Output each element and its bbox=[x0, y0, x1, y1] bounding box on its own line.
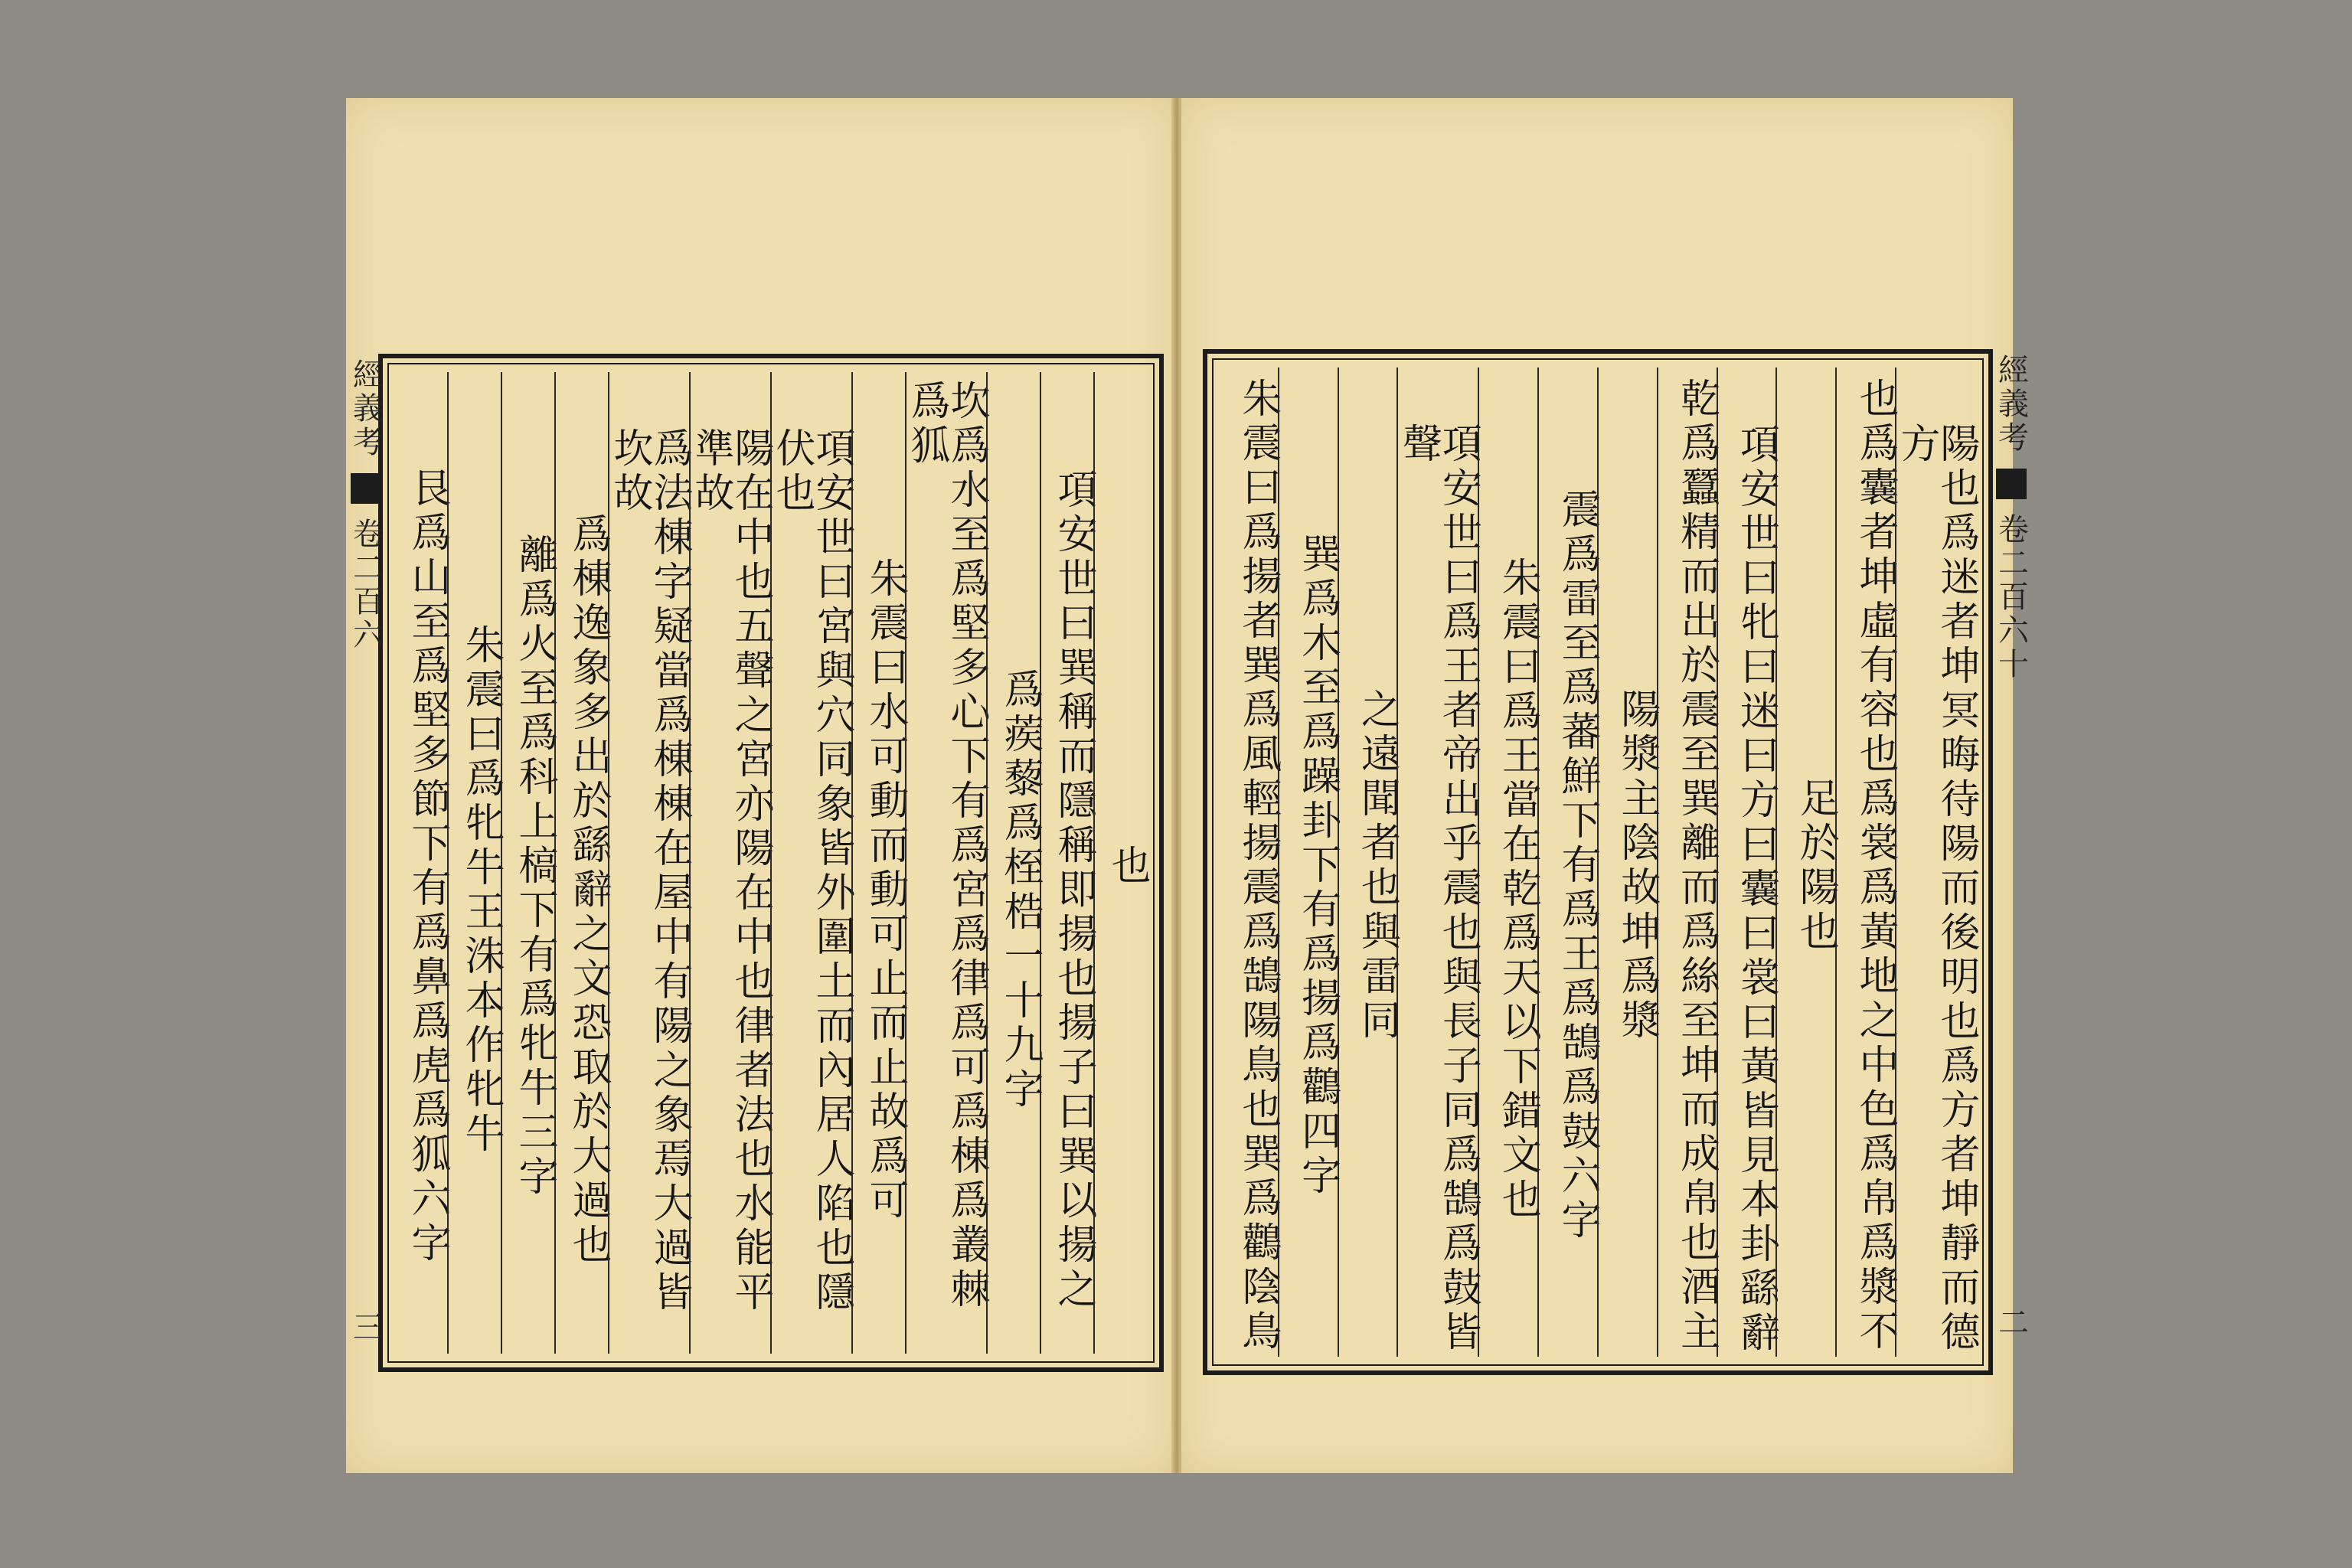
text-column: 足於陽也 bbox=[1775, 368, 1835, 1357]
folio-number: 三 bbox=[348, 1311, 384, 1344]
text-column: 朱震曰水可動而動可止而止故爲可 bbox=[851, 372, 905, 1354]
text-column: 巽爲木至爲躁卦下有爲揚爲鸛四字 bbox=[1278, 368, 1338, 1357]
text-column: 離爲火至爲科上槁下有爲牝牛三字 bbox=[501, 372, 554, 1354]
folio-number: 二 bbox=[1993, 1306, 2029, 1340]
text-column: 陽也爲迷者坤冥晦待陽而後明也爲方者坤靜而德方 bbox=[1895, 368, 1976, 1357]
text-column: 震爲雷至爲蕃鮮下有爲王爲鵠爲鼓六字 bbox=[1537, 368, 1597, 1357]
right-text-columns bbox=[1220, 368, 1979, 1357]
right-text-frame bbox=[1203, 349, 2029, 1375]
text-column: 爲法棟字疑當爲棟棟在屋中有陽之象焉大過皆坎故 bbox=[608, 372, 689, 1354]
text-column: 項安世曰爲王者帝出乎震也與長子同爲鵠爲鼓皆聲 bbox=[1396, 368, 1478, 1357]
book-title: 經義考 bbox=[348, 358, 384, 459]
text-column: 也爲囊者坤虛有容也爲裳爲黃地之中色爲帛爲漿不 bbox=[1835, 368, 1895, 1357]
left-text-columns bbox=[395, 372, 1150, 1354]
text-column: 之遠聞者也與雷同 bbox=[1338, 368, 1397, 1357]
fishtail-mark bbox=[351, 473, 381, 504]
text-column: 坎爲水至爲堅多心下有爲宮爲律爲可爲棟爲叢棘爲狐 bbox=[905, 372, 986, 1354]
fishtail-mark bbox=[1996, 469, 2027, 499]
left-text-frame bbox=[348, 354, 1164, 1372]
text-column: 項安世曰牝曰迷曰方曰囊曰裳曰黃皆見本卦繇辭 bbox=[1717, 368, 1776, 1357]
text-column: 爲棟逸象多出於繇辭之文恐取於大過也 bbox=[554, 372, 608, 1354]
volume-label: 卷二百六十 bbox=[1993, 513, 2029, 681]
text-column: 也 bbox=[1093, 372, 1147, 1354]
right-page-folio-strip bbox=[1988, 354, 2034, 1363]
text-column: 項安世曰巽稱而隱稱即揚也揚子曰巽以揚之 bbox=[1040, 372, 1093, 1354]
book-title: 經義考 bbox=[1993, 354, 2029, 455]
text-column: 乾爲蠶精而出於震至巽離而爲絲至坤而成帛也酒主 bbox=[1657, 368, 1717, 1357]
open-book bbox=[346, 98, 2029, 1473]
right-page bbox=[1179, 98, 2029, 1473]
volume-label: 卷二百六 bbox=[348, 518, 384, 652]
text-column: 陽在中也五聲之宮亦陽在中也律者法也水能平準故 bbox=[689, 372, 770, 1354]
text-column: 項安世曰宮與穴同象皆外圍土而內居人陷也隱伏也 bbox=[770, 372, 851, 1354]
text-column: 朱震曰爲牝牛王洙本作牝牛 bbox=[447, 372, 501, 1354]
text-column: 爲蒺藜爲桎梏一十九字 bbox=[986, 372, 1040, 1354]
left-page-folio-strip bbox=[343, 358, 389, 1367]
text-column: 朱震曰爲揚者巽爲風輕揚震爲鵠陽鳥也巽爲鸛陰鳥 bbox=[1234, 377, 1281, 1354]
text-column: 陽漿主陰故坤爲漿 bbox=[1597, 368, 1657, 1357]
text-column: 艮爲山至爲堅多節下有爲鼻爲虎爲狐六字 bbox=[404, 467, 450, 1266]
left-page bbox=[346, 98, 1177, 1473]
text-column: 朱震曰爲王當在乾爲天以下錯文也 bbox=[1478, 368, 1537, 1357]
